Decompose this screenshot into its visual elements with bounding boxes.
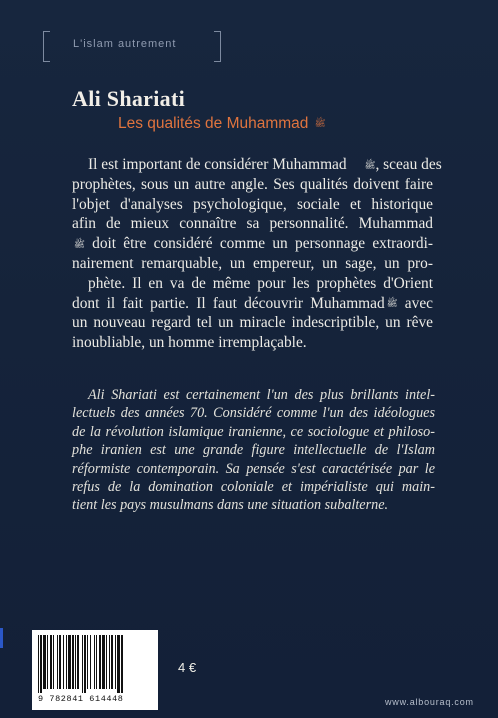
book-title	[118, 115, 326, 133]
description-line-8: dont il fait partie. Il faut découvrir Muhammad ﷺ avec	[72, 294, 433, 314]
description-line-9: un nouveau regard tel un miracle indescriptible, un rêve	[72, 314, 433, 332]
description-line-3: l'objet d'analyses psychologique, sociale et historique	[72, 195, 433, 213]
description-line-7: phète. Il en va de même pour les prophètes d'Orient	[88, 274, 433, 292]
barcode-bar	[94, 635, 95, 689]
publisher-website: www.albouraq.com	[385, 697, 474, 707]
barcode-bar	[121, 635, 123, 693]
edge-color-mark	[0, 628, 3, 648]
barcode-bar	[77, 635, 79, 689]
description-line-10: inoubliable, un homme irremplaçable.	[72, 334, 307, 352]
barcode-bar	[66, 635, 67, 689]
book-title-text: Les qualités de Muhammad	[118, 115, 309, 132]
barcode-bar	[102, 635, 105, 689]
isbn-barcode	[32, 630, 158, 710]
barcode-bar	[96, 635, 97, 689]
bio-line-7: tient les pays musulmans dans une situation subalterne.	[72, 497, 389, 514]
barcode-bar	[75, 635, 76, 689]
series-label-box	[43, 31, 221, 61]
barcode-bar	[72, 635, 74, 689]
barcode-bar	[40, 635, 42, 693]
right-bracket	[214, 31, 221, 62]
bio-line-6: refus de la domination coloniale et impérialiste qui main-	[72, 478, 435, 495]
barcode-bar	[68, 635, 71, 689]
description-line-2: prophètes, sous un autre angle. Ses qualités doivent faire	[72, 175, 433, 193]
barcode-bar	[90, 635, 91, 689]
barcode-bar	[53, 635, 54, 689]
honorific-icon: ﷺ	[314, 117, 326, 128]
isbn-number: 9 782841 614448	[38, 694, 124, 704]
barcode-bar	[59, 635, 61, 689]
honorific-icon: ﷺ	[386, 298, 398, 309]
barcode-bar	[115, 635, 116, 689]
description-line-5: ﷺ doit être considéré comme un personnage extraordi-	[72, 234, 433, 254]
barcode-bars	[36, 635, 154, 693]
side-credit-text	[478, 470, 486, 700]
bio-line-5: réformiste contemporain. Sa pensée s'est caractérisée par le	[72, 460, 435, 477]
barcode-bar	[82, 635, 83, 693]
bio-line-4: phe iranien est une grande figure intellectuelle de l'Islam	[72, 442, 435, 459]
barcode-bar	[38, 635, 39, 693]
barcode-bar	[50, 635, 52, 689]
author-bio-paragraph	[72, 386, 435, 515]
author-name: Ali Shariati	[72, 86, 185, 111]
barcode-bar	[63, 635, 64, 689]
description-line-1: Il est important de considérer Muhammad ﷺ, sceau des	[72, 155, 433, 175]
description-paragraph	[72, 155, 442, 353]
barcode-bar	[109, 635, 110, 689]
barcode-bar	[87, 635, 88, 689]
description-line-4: afin de mieux connaître sa personnalité. Muhammad	[72, 215, 433, 233]
series-label: L'islam autrement	[73, 38, 177, 50]
barcode-bar	[43, 635, 46, 689]
barcode-bar	[57, 635, 58, 689]
bio-line-1: Ali Shariati est certainement l'un des plus brillants intel-	[88, 387, 435, 403]
barcode-bar	[84, 635, 86, 693]
barcode-bar	[111, 635, 113, 689]
bio-line-3: de la révolution islamique iranienne, ce sociologue et philoso-	[72, 423, 435, 440]
description-line-6: nairement remarquable, un empereur, un sage, un pro-	[72, 254, 433, 272]
barcode-bar	[47, 635, 48, 689]
barcode-bar	[117, 635, 120, 693]
bio-line-2: lectuels des années 70. Considéré comme l'un des idéologues	[72, 405, 435, 422]
honorific-icon: ﷺ	[74, 238, 85, 249]
left-bracket	[43, 31, 50, 62]
honorific-icon: ﷺ	[364, 159, 376, 170]
barcode-bar	[106, 635, 107, 689]
price-label: 4 €	[178, 660, 197, 675]
barcode-bar	[99, 635, 101, 689]
